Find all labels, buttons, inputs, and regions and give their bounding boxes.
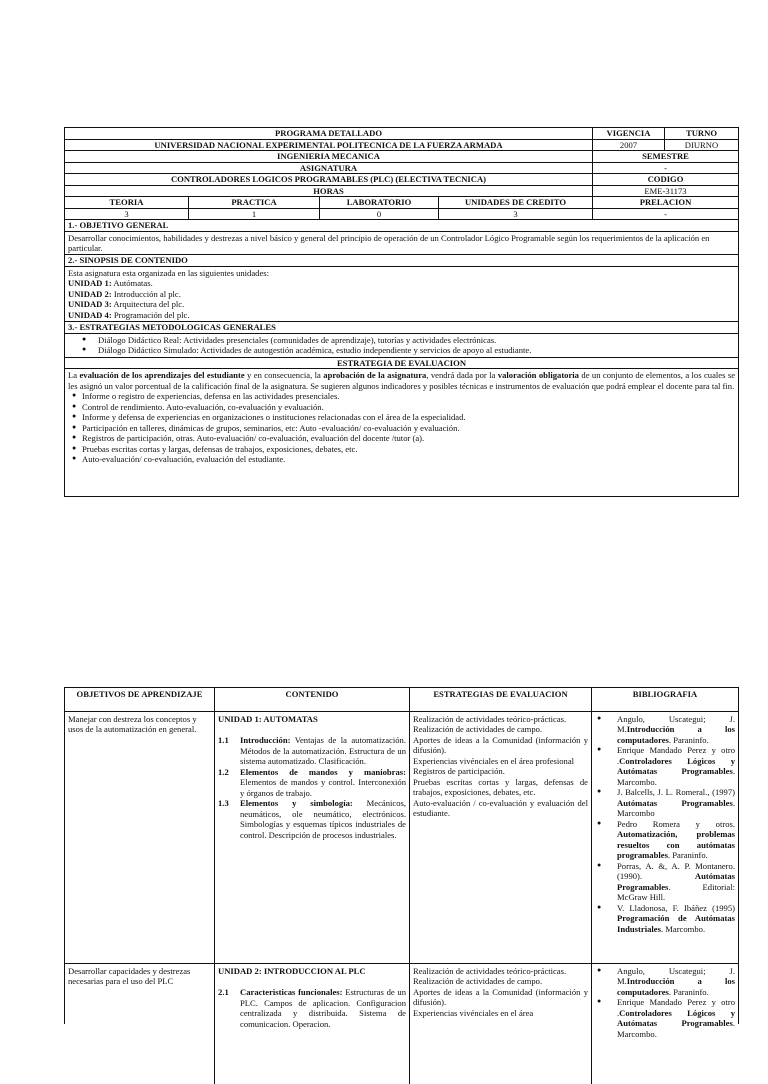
university-name: UNIVERSIDAD NACIONAL EXPERIMENTAL POLITECNICA DE LA FUERZA ARMADA xyxy=(65,140,593,151)
bibliografia-cell xyxy=(592,964,738,1084)
practica-value: 1 xyxy=(189,209,320,220)
bibliografia-list xyxy=(595,966,735,1039)
list-item: ● Angulo, Uscategui; J. M.Introducción a los computadores. Paraninfo. xyxy=(595,966,735,997)
list-item: ● Diálogo Didáctico Real: Actividades presenciales (comunidades de aprendizaje), tutorías y actividades electrónicas. xyxy=(82,335,735,345)
unit-line: UNIDAD 2: Introducción al plc. xyxy=(68,288,181,299)
sinopsis-block xyxy=(65,267,738,322)
topic-item: 1.2 Elementos de mandos y maniobras: Elementos de mandos y control. Interconexión y órganos de trabajo. xyxy=(218,766,406,798)
estrategias-block xyxy=(65,334,738,358)
turno-label: TURNO xyxy=(685,128,718,138)
prelacion-value: - xyxy=(664,208,667,219)
practica-label: PRACTICA xyxy=(189,197,320,208)
asignatura-name: CONTROLADORES LOGICOS PROGRAMABLES (PLC) (ELECTIVA TECNICA) xyxy=(65,174,593,185)
topic-item: 1.1 Introducción: Ventajas de la automatización. Métodos de la automatización. Estructura de un sistema automatizado. Clasificación. xyxy=(218,735,406,767)
list-item: ● Control de rendimiento. Auto-evaluación, co-evaluación y evaluación. xyxy=(72,402,735,412)
university-row xyxy=(65,140,738,152)
content-table xyxy=(64,687,739,1039)
list-item: ● V. Lladonosa, F. Ibáñez (1995) Programación de Autómatas Industriales. Marcombo. xyxy=(595,903,735,934)
list-item: ● Informe o registro de experiencias, defensa en las actividades presenciales. xyxy=(72,391,735,401)
header-objetivos: OBJETIVOS DE APRENDIZAJE xyxy=(65,688,215,711)
program-header-table xyxy=(64,127,739,497)
estrategias-list xyxy=(68,335,735,356)
unit-line: UNIDAD 3: Arquitectura del plc. xyxy=(68,299,185,310)
list-item: ● Participación en talleres, dinámicas de grupos, seminarios, etc: Auto -evaluación/ co-evaluación y evaluación. xyxy=(72,423,735,433)
header-bibliografia: BIBLIOGRAFIA xyxy=(632,689,698,699)
laboratorio-value: 0 xyxy=(320,209,439,220)
career-row xyxy=(65,151,738,163)
prelacion-label: PRELACION xyxy=(639,197,692,207)
semestre-value: - xyxy=(664,162,667,173)
evaluacion-paragraph: La evaluación de los aprendizajes del estudiante y en consecuencia, la aprobación de la asignatura, vendrá dada por la valoración obligatoria de un conjunto de elementos, a los cuales se les asignó un valor porcentual de la calificación final de la asignatura. Se sugieren algunos indicadores y posibles técnicas e instrumentos de evaluación que podrá emplear el docente para tal fin. xyxy=(68,370,736,391)
list-item: ● Diálogo Didáctico Simulado: Actividades de autogestión académica, estudio independiente y servicios de apoyo al estudiante. xyxy=(82,345,735,355)
title-row xyxy=(65,128,738,140)
evaluacion-list xyxy=(68,391,735,464)
objetivo-text: Desarrollar conocimientos, habilidades y destrezas a nivel básico y general del principio de operación de un Controlador Lógico Programable según los requerimientos de la aplicación en particular. xyxy=(65,232,738,256)
codigo-label: CODIGO xyxy=(647,174,684,184)
list-item: ● Informe y defensa de experiencias en organizaciones o instituciones relacionadas con el área de la especialidad. xyxy=(72,412,735,422)
unit-title: UNIDAD 2: INTRODUCCION AL PLC xyxy=(218,966,366,976)
contenido-cell xyxy=(215,712,410,963)
unit-line: UNIDAD 1: Autómatas. xyxy=(68,278,153,289)
content-table-header xyxy=(65,688,738,712)
unit-title: UNIDAD 1: AUTOMATAS xyxy=(218,714,318,724)
vigencia-label: VIGENCIA xyxy=(593,128,665,139)
hours-values-row xyxy=(65,209,738,221)
bibliografia-list xyxy=(595,714,735,934)
list-item: ● Angulo, Uscategui; J. M.Introducción a los computadores. Paraninfo. xyxy=(595,714,735,745)
objetivo-cell: Manejar con destreza los conceptos y usos de la automatización en general. xyxy=(65,712,215,963)
topic-item: 1.3 Elementos y simbología: Mecánicos, neumáticos, ole neumático, electrónicos. Simbologías y esquemas típicos industriales de control. Descripción de procesos industriales. xyxy=(218,798,407,840)
objetivo-title: 1.- OBJETIVO GENERAL xyxy=(65,220,738,232)
laboratorio-label: LABORATORIO xyxy=(320,197,439,208)
objetivo-cell: Desarrollar capacidades y destrezas necesarias para el uso del PLC xyxy=(65,964,215,1084)
asignatura-label: ASIGNATURA xyxy=(65,163,593,174)
estrategias-cell: Realización de actividades teórico-prácticas. Realización de actividades de campo. Aportes de ideas a la Comunidad (información y difusión). Experiencias vivénciales en el área profesional Registros de participación. Pruebas escritas cortas y largas, defensas de trabajos, exposiciones, debates, etc. Auto-evaluación / co-evaluación y evaluación del estudiante. xyxy=(410,712,592,963)
header-contenido: CONTENIDO xyxy=(215,688,410,711)
creditos-label: UNIDADES DE CREDITO xyxy=(439,197,593,208)
vigencia-value: 2007 xyxy=(593,140,665,151)
teoria-label: TEORIA xyxy=(65,197,189,208)
list-item: ● Porras, A. &, A. P. Montanero. (1990). Autómatas Programables. Editorial: McGraw Hill. xyxy=(595,861,735,903)
sinopsis-intro: Esta asignatura esta organizada en las siguientes unidades: xyxy=(68,267,270,278)
programa-title: PROGRAMA DETALLADO xyxy=(65,128,593,139)
hours-labels-row xyxy=(65,197,738,209)
career-name: INGENIERIA MECANICA xyxy=(65,151,593,162)
asignatura-row xyxy=(65,174,738,186)
list-item: ● Enrique Mandado Perez y otro .Controladores Lógicos y Autómatas Programables. Marcombo. xyxy=(595,997,735,1039)
evaluacion-block xyxy=(65,369,738,465)
semestre-label: SEMESTRE xyxy=(642,151,689,161)
list-item: ● Pedro Romera y otros. Automatización, problemas resueltos con autómatas programables. Paraninfo. xyxy=(595,819,735,861)
horas-row xyxy=(65,186,738,198)
asignatura-label-row xyxy=(65,163,738,175)
unit-line: UNIDAD 4: Programación del plc. xyxy=(68,309,190,320)
estrategias-cell: Realización de actividades teórico-prácticas. Realización de actividades de campo. Aportes de ideas a la Comunidad (información y difusión). Experiencias vivénciales en el área xyxy=(410,964,592,1084)
evaluacion-title: ESTRATEGIA DE EVALUACION xyxy=(65,358,738,370)
table-row xyxy=(65,964,738,1084)
list-item: ● Enrique Mandado Perez y otro .Controladores Lógicos y Autómatas Programables. Marcombo. xyxy=(595,745,735,787)
list-item: ● Pruebas escritas cortas y largas, defensas de trabajos, exposiciones, debates, etc. xyxy=(72,444,735,454)
estrategias-title: 3.- ESTRATEGIAS METODOLOGICAS GENERALES xyxy=(65,322,738,334)
table-row xyxy=(65,712,738,964)
codigo-value: EME-31173 xyxy=(644,185,687,196)
bibliografia-cell xyxy=(592,712,738,963)
header-estrategias: ESTRATEGIAS DE EVALUACION xyxy=(410,688,592,711)
topic-item: 2.1 Caracteristicas funcionales: Estructuras de un PLC. Campos de aplicacion. Configuracion centralizada y distribuida. Sistema de comunicacion. Operacion. xyxy=(218,987,406,1029)
contenido-cell xyxy=(215,964,410,1084)
horas-label: HORAS xyxy=(65,186,593,197)
turno-value: DIURNO xyxy=(684,139,719,150)
list-item: ● J. Balcells, J. L. Romeral., (1997) Autómatas Programables. Marcombo xyxy=(595,787,735,818)
creditos-value: 3 xyxy=(439,209,593,220)
list-item: ● Registros de participación, otras. Auto-evaluación/ co-evaluación, evaluación del docente /tutor (a). xyxy=(72,433,735,443)
list-item: ● Auto-evaluación/ co-evaluación, evaluación del estudiante. xyxy=(72,454,735,464)
sinopsis-title: 2.- SINOPSIS DE CONTENIDO xyxy=(65,255,738,267)
teoria-value: 3 xyxy=(65,209,189,220)
